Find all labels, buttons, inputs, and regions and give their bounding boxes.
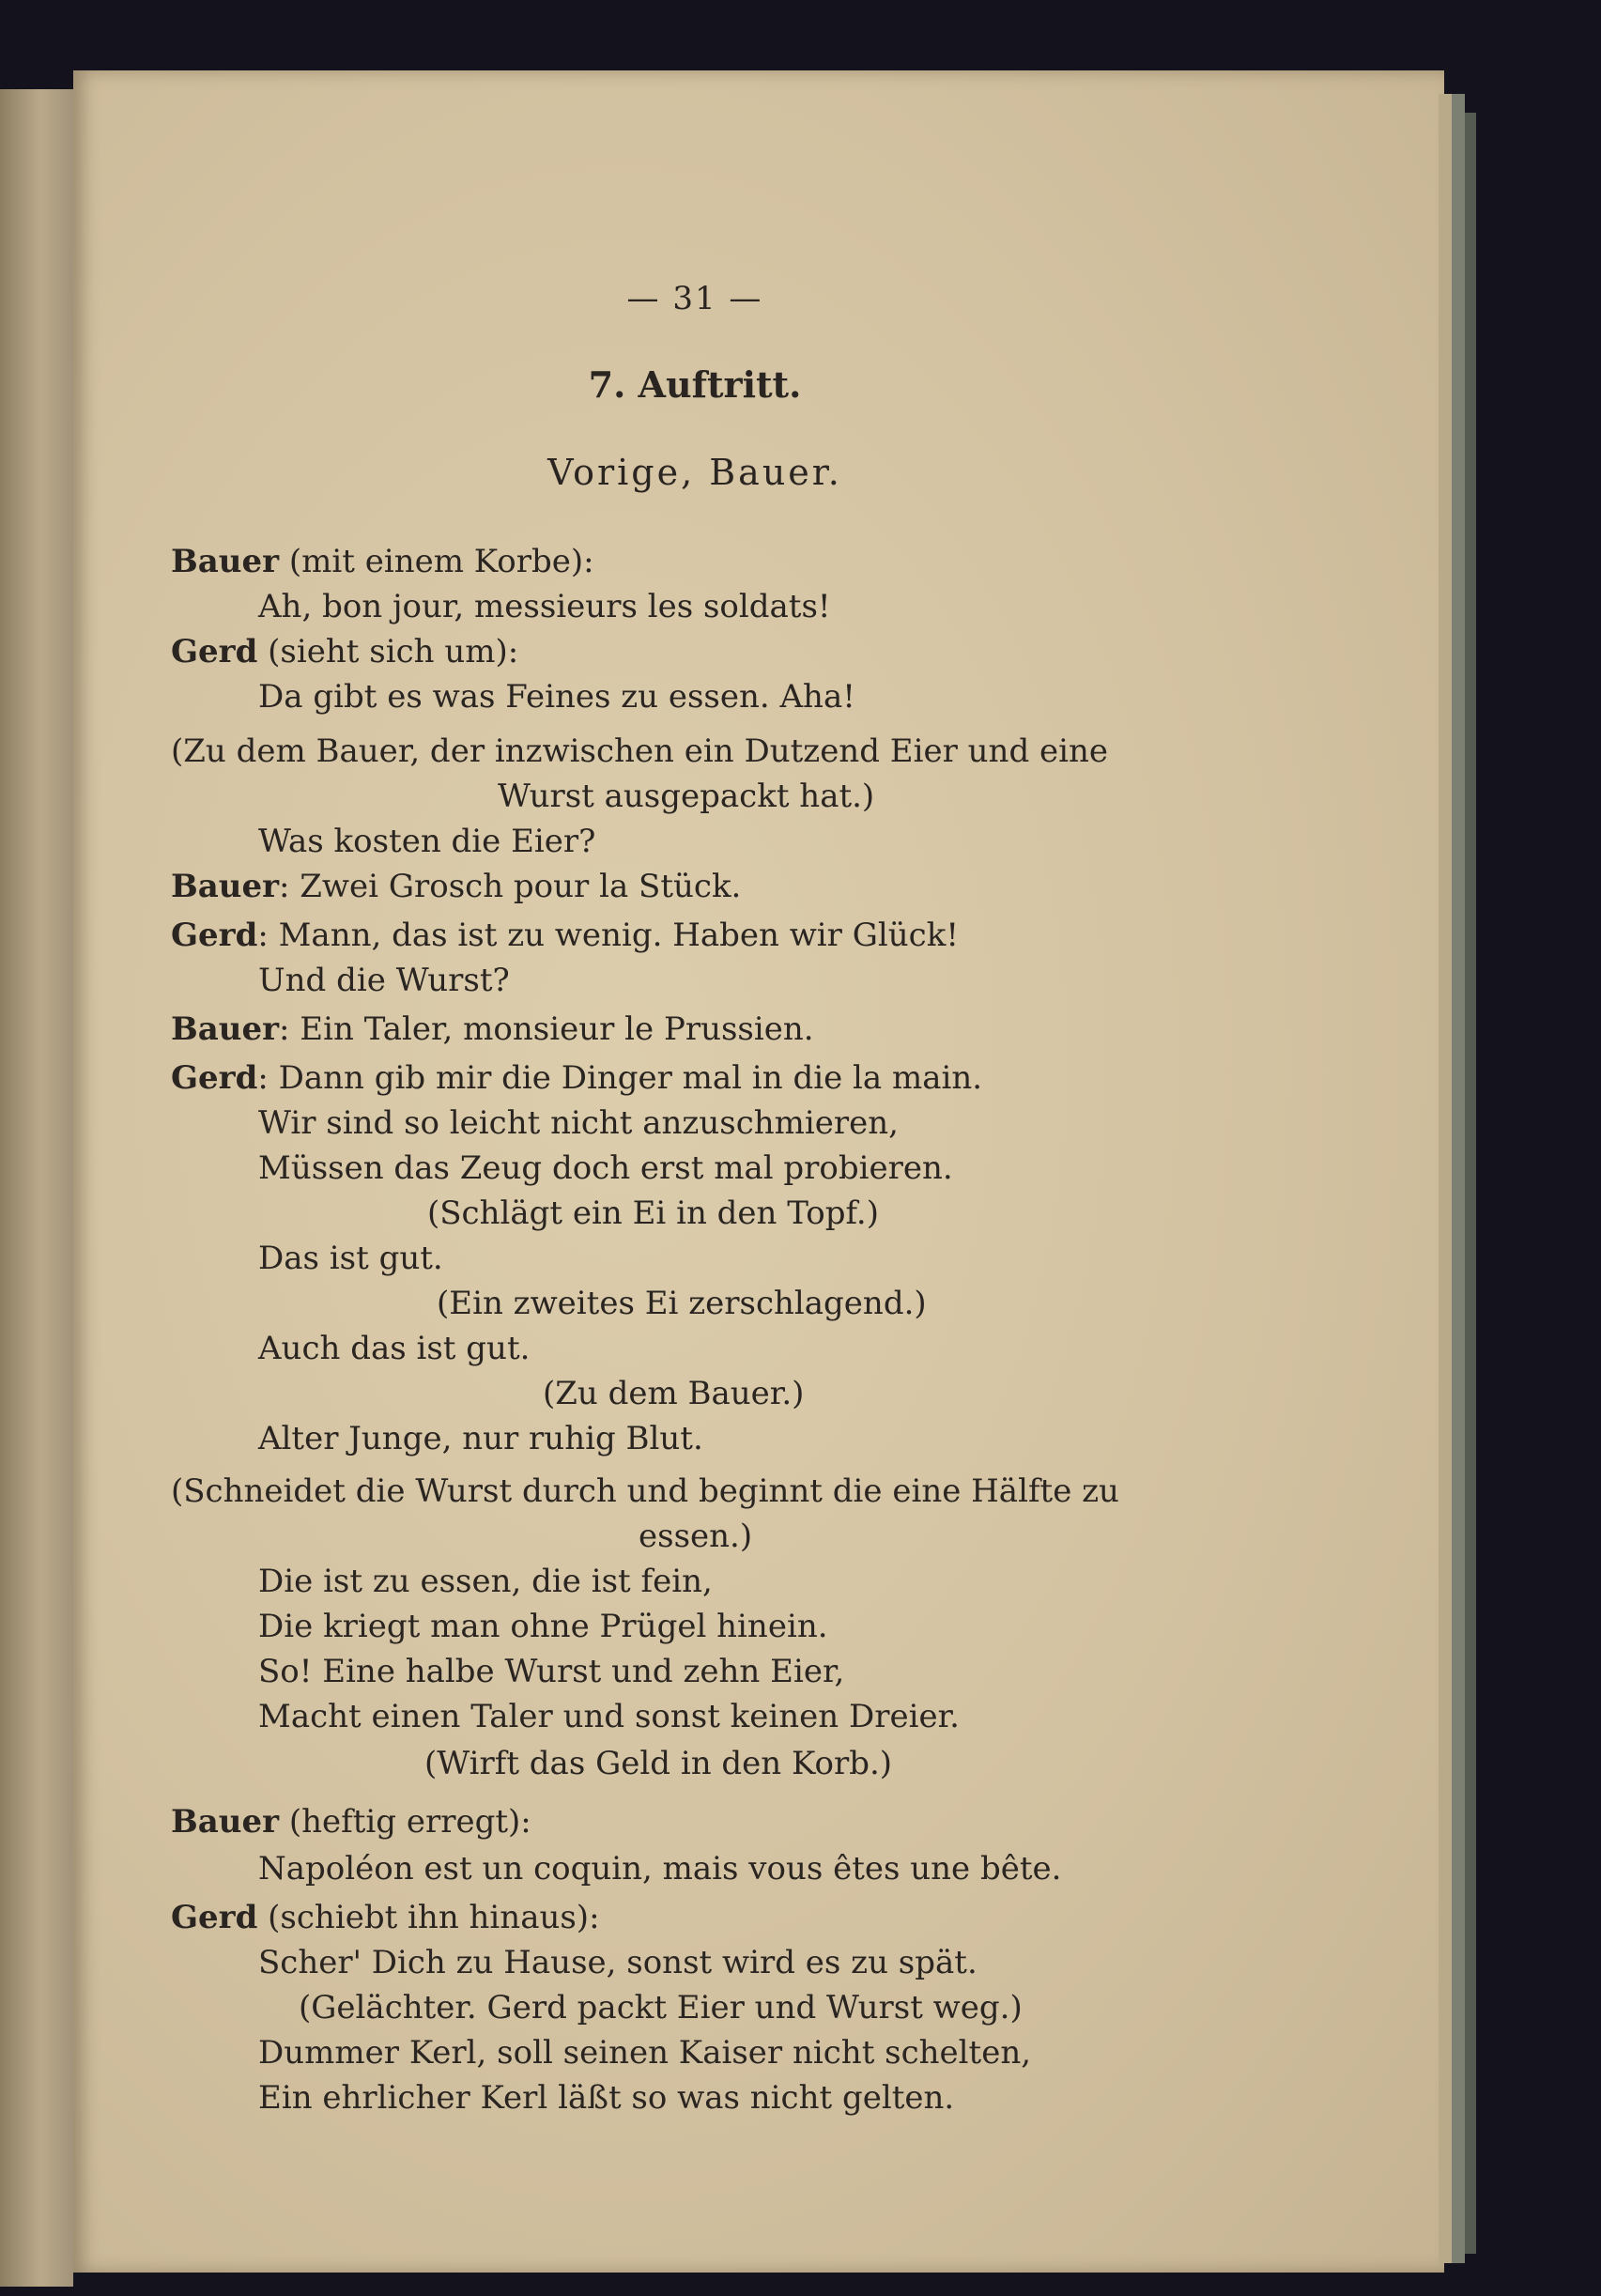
dialogue-line [171, 1803, 531, 1841]
line-text: : Dann gib mir die Dinger mal in die la main. [257, 1059, 983, 1097]
line-text: (schiebt ihn hinaus): [257, 1899, 600, 1936]
line-text: (mit einem Korbe): [279, 543, 594, 580]
dialogue-line: Und die Wurst? [258, 962, 510, 999]
scene-heading: 7. Auftritt. [588, 363, 802, 406]
stage-direction: (Ein zweites Ei zerschlagend.) [437, 1285, 927, 1322]
dialogue-line: Da gibt es was Feines zu essen. Aha! [258, 678, 855, 716]
dialogue-line: Napoléon est un coquin, mais vous êtes une bête. [258, 1850, 1062, 1888]
speaker-name: Gerd [171, 1899, 258, 1936]
dialogue-line: Das ist gut. [258, 1240, 443, 1277]
dialogue-line [171, 543, 594, 580]
stage-direction: Wurst ausgepackt hat.) [498, 778, 875, 815]
dialogue-line [171, 633, 518, 670]
dialogue-line: Müssen das Zeug doch erst mal probieren. [258, 1149, 953, 1187]
cast-list: Vorige, Bauer. [547, 452, 842, 493]
speaker-name: Gerd [171, 633, 258, 670]
line-text: : Ein Taler, monsieur le Prussien. [279, 1010, 814, 1048]
speaker-name: Bauer [171, 868, 280, 905]
dialogue-line: Wir sind so leicht nicht anzuschmieren, [258, 1104, 899, 1142]
previous-page-edge [0, 89, 73, 2287]
dialogue-line: Was kosten die Eier? [258, 823, 596, 860]
dialogue-line [171, 868, 741, 905]
stage-direction: (Schneidet die Wurst durch und beginnt die eine Hälfte zu [171, 1472, 1119, 1510]
dialogue-line [171, 917, 959, 954]
dialogue-line [171, 1899, 600, 1936]
dialogue-line: So! Eine halbe Wurst und zehn Eier, [258, 1653, 845, 1690]
line-text: (sieht sich um): [257, 633, 519, 670]
dialogue-line: Scher' Dich zu Hause, sonst wird es zu spät. [258, 1944, 978, 1981]
line-text: (heftig erregt): [279, 1803, 531, 1841]
dialogue-line: Ah, bon jour, messieurs les soldats! [258, 588, 831, 625]
cover-edge-dark [1465, 113, 1476, 2254]
dialogue-line: Auch das ist gut. [258, 1330, 531, 1367]
page-number: — 31 — [626, 280, 763, 317]
stage-direction: (Zu dem Bauer, der inzwischen ein Dutzend Eier und eine [171, 732, 1109, 770]
stage-direction: (Wirft das Geld in den Korb.) [424, 1745, 893, 1782]
dialogue-line: Dummer Kerl, soll seinen Kaiser nicht schelten, [258, 2034, 1032, 2072]
dialogue-line: Alter Junge, nur ruhig Blut. [258, 1420, 703, 1457]
speaker-name: Gerd [171, 917, 258, 954]
line-text: : Zwei Grosch pour la Stück. [279, 868, 742, 905]
cover-edge [1452, 94, 1465, 2263]
dialogue-line [171, 1010, 814, 1048]
speaker-name: Bauer [171, 1010, 280, 1048]
speaker-name: Gerd [171, 1059, 258, 1097]
speaker-name: Bauer [171, 543, 280, 580]
stage-direction: (Schlägt ein Ei in den Topf.) [427, 1194, 879, 1232]
stage-direction: (Gelächter. Gerd packt Eier und Wurst weg.) [299, 1989, 1023, 2026]
line-text: : Mann, das ist zu wenig. Haben wir Glück! [257, 917, 959, 954]
dialogue-line [171, 1059, 982, 1097]
stage-direction: (Zu dem Bauer.) [543, 1375, 805, 1412]
dialogue-line: Macht einen Taler und sonst keinen Dreier. [258, 1698, 960, 1735]
dialogue-line: Die kriegt man ohne Prügel hinein. [258, 1608, 828, 1645]
dialogue-line: Die ist zu essen, die ist fein, [258, 1563, 713, 1600]
stage-direction: essen.) [639, 1518, 753, 1555]
speaker-name: Bauer [171, 1803, 280, 1841]
page-stack-edge [1439, 94, 1452, 2263]
dialogue-line: Ein ehrlicher Kerl läßt so was nicht gelten. [258, 2079, 955, 2117]
